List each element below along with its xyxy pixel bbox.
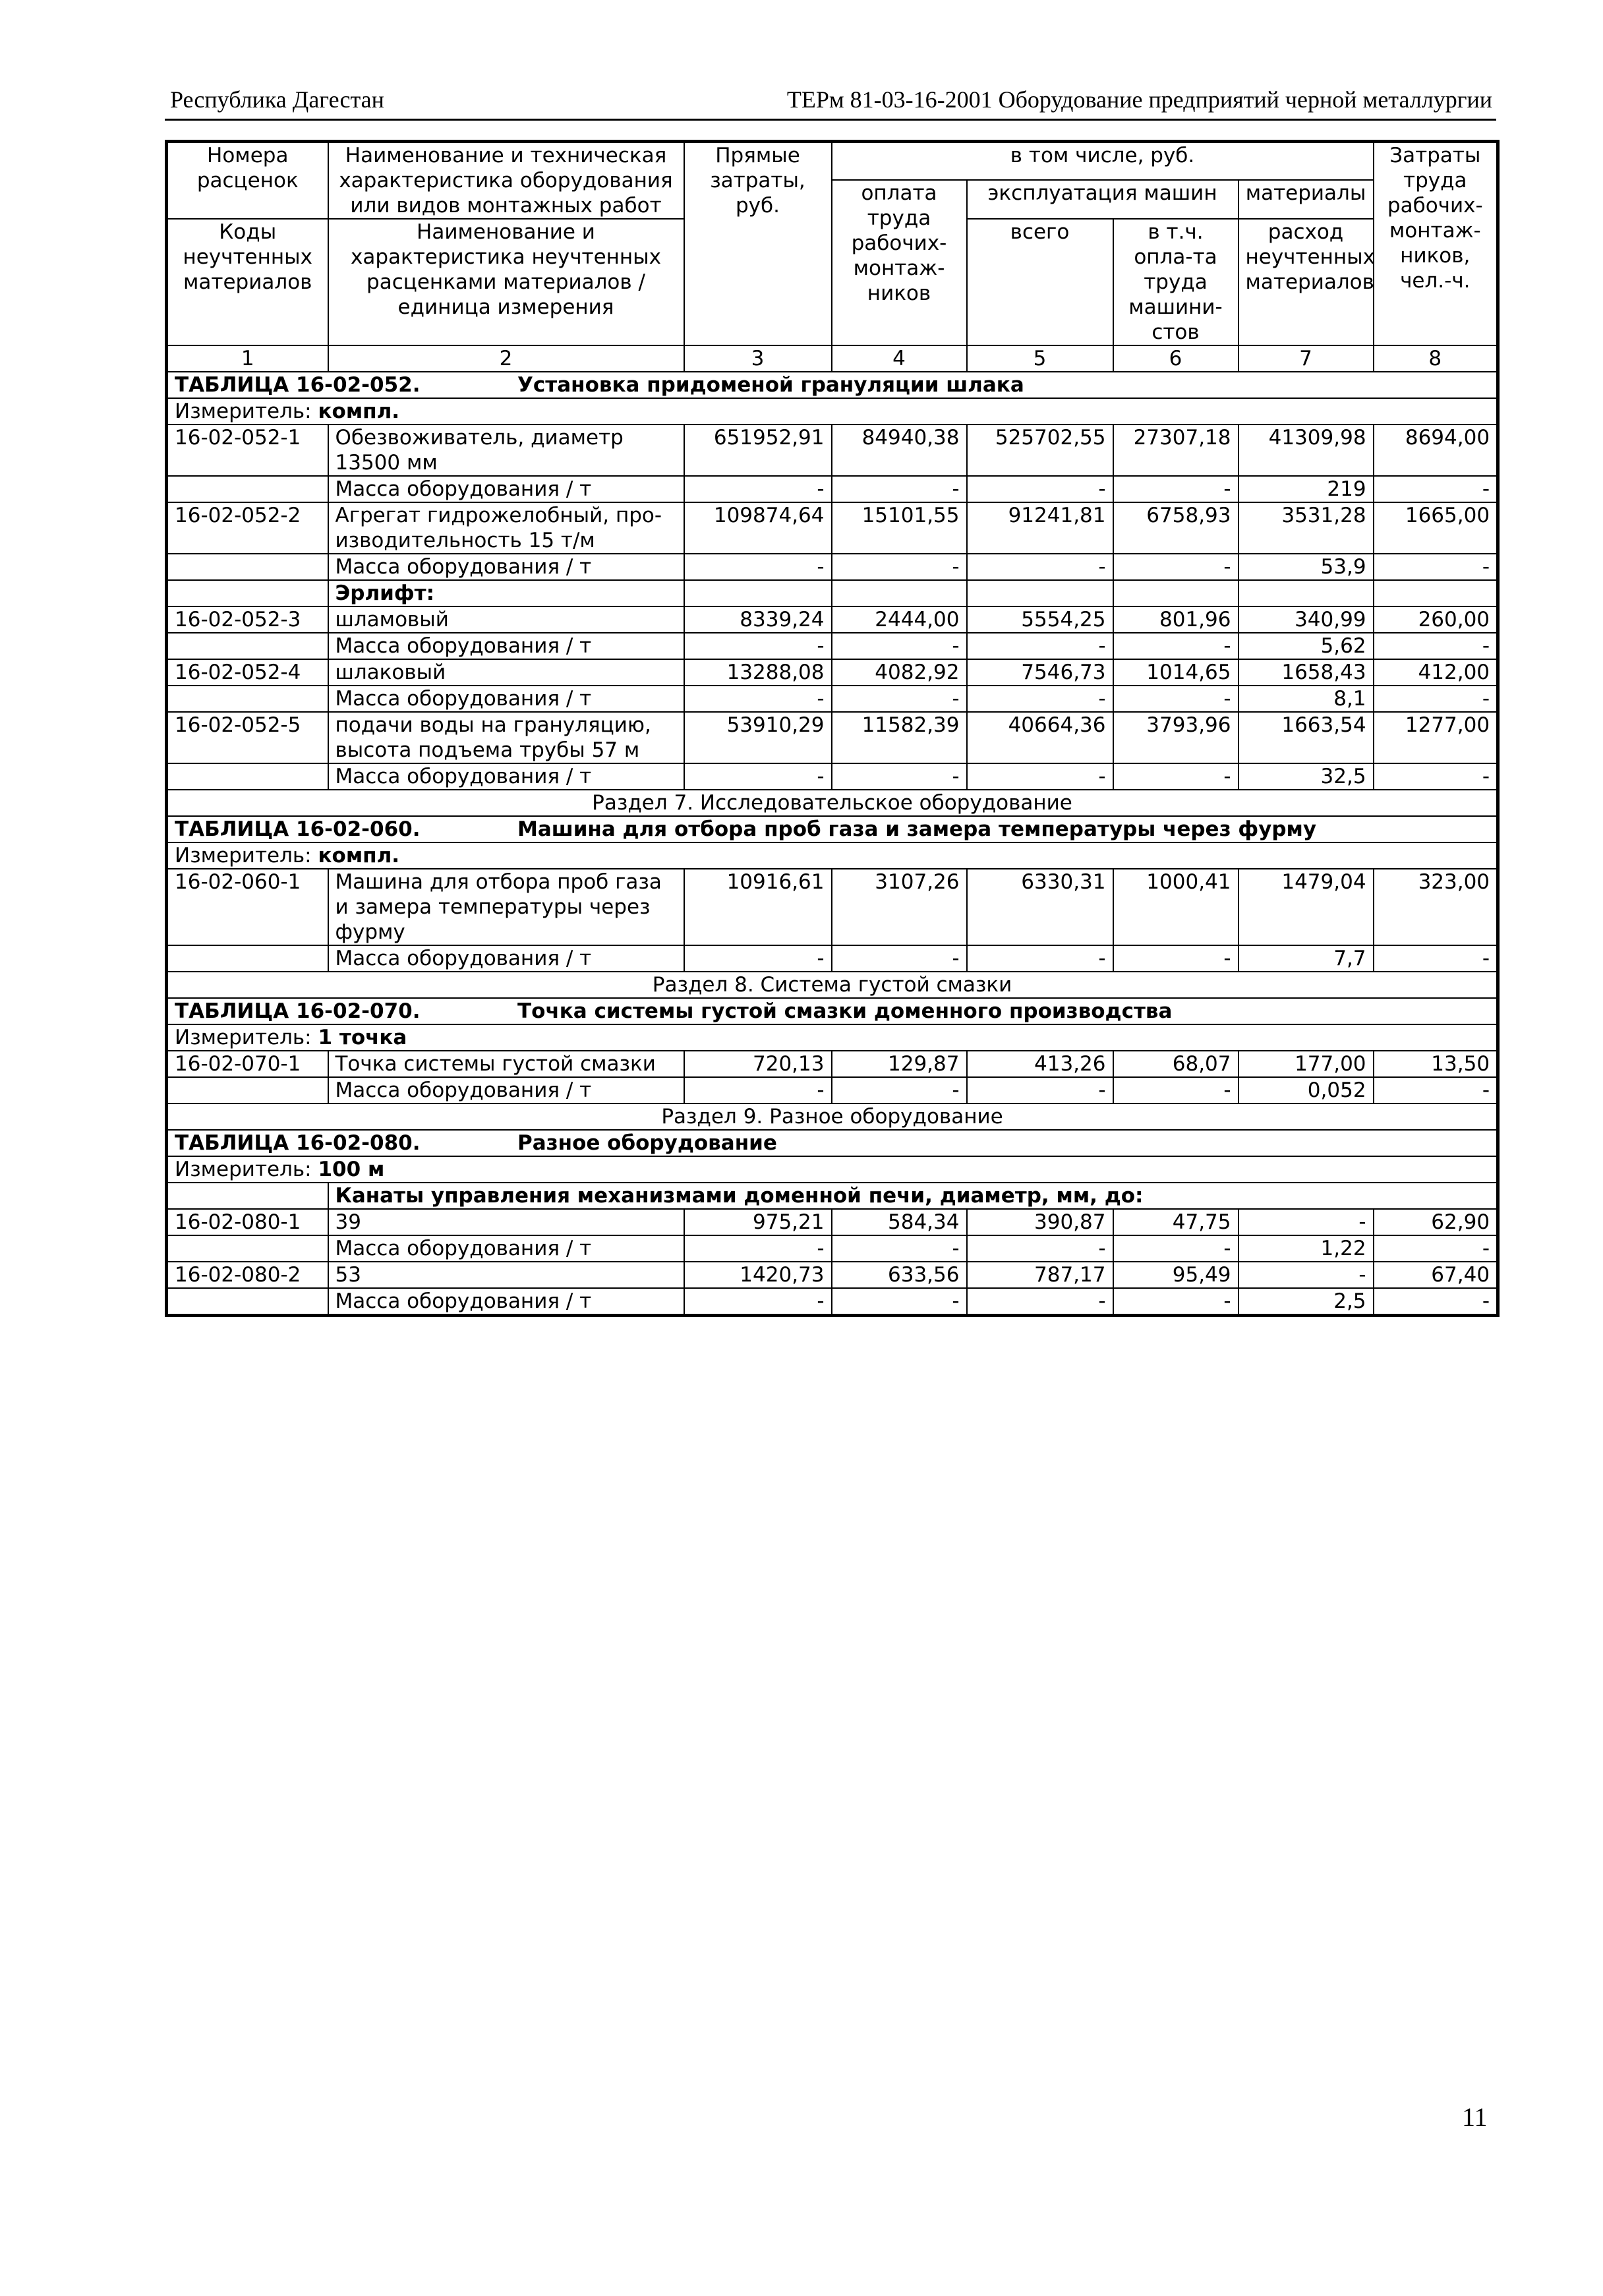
rate-code <box>167 945 328 972</box>
rate-code: 16-02-080-2 <box>167 1262 328 1288</box>
cell-c8: - <box>1374 1235 1498 1262</box>
cell-c7: 1,22 <box>1239 1235 1374 1262</box>
table-row <box>167 502 1498 554</box>
table-row <box>167 712 1498 763</box>
header-equipment-name: Наименование и техническая характеристика оборудования или видов монтажных работ <box>328 142 684 220</box>
table-row <box>167 1262 1498 1288</box>
cell-c4: - <box>832 633 967 659</box>
column-number: 3 <box>684 345 832 372</box>
cell-c4: - <box>832 1235 967 1262</box>
cell-c5: 91241,81 <box>967 502 1113 554</box>
cell-c6: 95,49 <box>1113 1262 1239 1288</box>
cell-c8: - <box>1374 1288 1498 1316</box>
meter-value: компл. <box>318 399 400 423</box>
item-name: Масса оборудования / т <box>328 686 684 712</box>
mass-row <box>167 633 1498 659</box>
column-number: 7 <box>1239 345 1374 372</box>
item-name: Машина для отбора проб газа и замера температуры через фурму <box>328 869 684 945</box>
cell-c4: - <box>832 686 967 712</box>
header-rate-numbers: Номера расценок <box>167 142 328 220</box>
cell-c5: - <box>967 1077 1113 1104</box>
table-row <box>167 425 1498 476</box>
cell-c8: 260,00 <box>1374 606 1498 633</box>
rate-code <box>167 1288 328 1316</box>
cell-c3: - <box>684 686 832 712</box>
cell-c6: 47,75 <box>1113 1209 1239 1235</box>
cell-c7: 340,99 <box>1239 606 1374 633</box>
header-material-consumption: расход неучтенных материалов <box>1239 219 1374 345</box>
cell-c8: - <box>1374 763 1498 790</box>
item-name: Масса оборудования / т <box>328 1288 684 1316</box>
cell-c4: 84940,38 <box>832 425 967 476</box>
header-materials: материалы <box>1239 180 1374 220</box>
cell-c4: - <box>832 554 967 580</box>
cell-c4: 11582,39 <box>832 712 967 763</box>
cell-c8: - <box>1374 554 1498 580</box>
cell-c7: 1663,54 <box>1239 712 1374 763</box>
item-name: Агрегат гидрожелобный, про-изводительность 15 т/м <box>328 502 684 554</box>
cell-c8: - <box>1374 476 1498 502</box>
rate-code: 16-02-052-2 <box>167 502 328 554</box>
section-title: Раздел 9. Разное оборудование <box>167 1104 1498 1130</box>
item-name: Точка системы густой смазки <box>328 1051 684 1077</box>
cell-c3: 651952,91 <box>684 425 832 476</box>
cell-c4: - <box>832 1288 967 1316</box>
table-row <box>167 869 1498 945</box>
cell-c5: - <box>967 763 1113 790</box>
item-name: шлаковый <box>328 659 684 686</box>
cell-c5: - <box>967 1288 1113 1316</box>
cell-c7: 3531,28 <box>1239 502 1374 554</box>
cell-c5: 390,87 <box>967 1209 1113 1235</box>
rates-table <box>165 140 1500 1317</box>
cell-c7: 32,5 <box>1239 763 1374 790</box>
cell-c7: 2,5 <box>1239 1288 1374 1316</box>
cell-c6: - <box>1113 945 1239 972</box>
column-number: 5 <box>967 345 1113 372</box>
cell-c6: 801,96 <box>1113 606 1239 633</box>
cell-c5: 525702,55 <box>967 425 1113 476</box>
table-title <box>167 1130 1498 1156</box>
rate-code: 16-02-070-1 <box>167 1051 328 1077</box>
cell-c4: 129,87 <box>832 1051 967 1077</box>
mass-row <box>167 476 1498 502</box>
column-number: 8 <box>1374 345 1498 372</box>
cell-c4: - <box>832 1077 967 1104</box>
cell-c4: 584,34 <box>832 1209 967 1235</box>
cell-c6: 68,07 <box>1113 1051 1239 1077</box>
cell-c5: 413,26 <box>967 1051 1113 1077</box>
cell-c7: 219 <box>1239 476 1374 502</box>
table-title <box>167 372 1498 398</box>
table-number: ТАБЛИЦА 16-02-070. <box>175 999 421 1023</box>
meter-value: 1 точка <box>318 1026 407 1049</box>
mass-row <box>167 945 1498 972</box>
cell-c8: 8694,00 <box>1374 425 1498 476</box>
header-direct-costs: Прямые затраты, руб. <box>684 142 832 346</box>
column-number: 4 <box>832 345 967 372</box>
cell-c7: 8,1 <box>1239 686 1374 712</box>
subgroup-heading: Канаты управления механизмами доменной печи, диаметр, мм, до: <box>328 1183 1498 1209</box>
cell-c8: 412,00 <box>1374 659 1498 686</box>
cell-c6: - <box>1113 633 1239 659</box>
rate-code <box>167 763 328 790</box>
item-name: шламовый <box>328 606 684 633</box>
cell-c8: - <box>1374 633 1498 659</box>
mass-row <box>167 763 1498 790</box>
cell-c7: 7,7 <box>1239 945 1374 972</box>
cell-c5: - <box>967 686 1113 712</box>
cell-c3: 109874,64 <box>684 502 832 554</box>
cell-c3: - <box>684 945 832 972</box>
cell-c3: 10916,61 <box>684 869 832 945</box>
cell-c8: - <box>1374 945 1498 972</box>
cell-c8: 323,00 <box>1374 869 1498 945</box>
header-material-codes: Коды неучтенных материалов <box>167 219 328 345</box>
meter-value: компл. <box>318 844 400 868</box>
header-worker-wages: оплата труда рабочих-монтаж-ников <box>832 180 967 346</box>
table-title <box>167 816 1498 842</box>
cell-c4: 15101,55 <box>832 502 967 554</box>
cell-c3: 8339,24 <box>684 606 832 633</box>
cell-c7: 177,00 <box>1239 1051 1374 1077</box>
cell-c4: - <box>832 476 967 502</box>
rate-code: 16-02-080-1 <box>167 1209 328 1235</box>
cell-c7: 5,62 <box>1239 633 1374 659</box>
section-title: Раздел 8. Система густой смазки <box>167 972 1498 998</box>
meter-label: Измеритель: <box>175 844 312 868</box>
rate-code <box>167 686 328 712</box>
cell-c4: - <box>832 945 967 972</box>
cell-c4: 3107,26 <box>832 869 967 945</box>
cell-c6: 1014,65 <box>1113 659 1239 686</box>
meter-label: Измеритель: <box>175 399 312 423</box>
cell-c4: 4082,92 <box>832 659 967 686</box>
cell-c6: - <box>1113 1077 1239 1104</box>
cell-c6: 3793,96 <box>1113 712 1239 763</box>
cell-c5: 5554,25 <box>967 606 1113 633</box>
cell-c6: - <box>1113 1235 1239 1262</box>
meter-label: Измеритель: <box>175 1158 312 1181</box>
rate-code: 16-02-052-3 <box>167 606 328 633</box>
header-machines-total: всего <box>967 219 1113 345</box>
rate-code <box>167 476 328 502</box>
rate-code: 16-02-052-1 <box>167 425 328 476</box>
item-name: Масса оборудования / т <box>328 945 684 972</box>
section-title: Раздел 7. Исследовательское оборудование <box>167 790 1498 816</box>
cell-c3: - <box>684 1235 832 1262</box>
item-name: Масса оборудования / т <box>328 763 684 790</box>
header-labor-hours: Затраты труда рабочих-монтаж-ников, чел.-ч. <box>1374 142 1498 346</box>
item-name: 53 <box>328 1262 684 1288</box>
item-name: 39 <box>328 1209 684 1235</box>
cell-c6: 27307,18 <box>1113 425 1239 476</box>
cell-c3: 720,13 <box>684 1051 832 1077</box>
cell-c6: - <box>1113 1288 1239 1316</box>
cell-c3: 975,21 <box>684 1209 832 1235</box>
rate-code <box>167 1235 328 1262</box>
item-name: Масса оборудования / т <box>328 1235 684 1262</box>
item-name: Масса оборудования / т <box>328 554 684 580</box>
header-including: в том числе, руб. <box>832 142 1374 180</box>
column-number: 1 <box>167 345 328 372</box>
cell-c5: - <box>967 633 1113 659</box>
rate-code: 16-02-052-4 <box>167 659 328 686</box>
cell-c6: 1000,41 <box>1113 869 1239 945</box>
cell-c7: 0,052 <box>1239 1077 1374 1104</box>
rate-code: 16-02-060-1 <box>167 869 328 945</box>
cell-c3: - <box>684 763 832 790</box>
cell-c7: 1658,43 <box>1239 659 1374 686</box>
table-number: ТАБЛИЦА 16-02-052. <box>175 373 421 397</box>
cell-c5: 787,17 <box>967 1262 1113 1288</box>
meter-label: Измеритель: <box>175 1026 312 1049</box>
cell-c6: - <box>1113 554 1239 580</box>
cell-c5: 7546,73 <box>967 659 1113 686</box>
cell-c3: - <box>684 1077 832 1104</box>
rate-code <box>167 633 328 659</box>
cell-c6: - <box>1113 686 1239 712</box>
cell-c5: - <box>967 945 1113 972</box>
meter-value: 100 м <box>318 1158 385 1181</box>
cell-c8: 67,40 <box>1374 1262 1498 1288</box>
cell-c4: 2444,00 <box>832 606 967 633</box>
subgroup-heading: Эрлифт: <box>328 580 684 606</box>
table-number: ТАБЛИЦА 16-02-060. <box>175 817 421 841</box>
cell-c8: 13,50 <box>1374 1051 1498 1077</box>
cell-c3: - <box>684 1288 832 1316</box>
item-name: подачи воды на грануляцию, высота подъема трубы 57 м <box>328 712 684 763</box>
unit-of-measure <box>167 842 1498 869</box>
header-material-names: Наименование и характеристика неучтенных расценками материалов / единица измерения <box>328 219 684 345</box>
item-name: Масса оборудования / т <box>328 476 684 502</box>
mass-row <box>167 1288 1498 1316</box>
mass-row <box>167 686 1498 712</box>
cell-c4: 633,56 <box>832 1262 967 1288</box>
item-name: Масса оборудования / т <box>328 633 684 659</box>
rate-code <box>167 1077 328 1104</box>
cell-c8: 1277,00 <box>1374 712 1498 763</box>
unit-of-measure <box>167 1024 1498 1051</box>
cell-c3: - <box>684 476 832 502</box>
mass-row <box>167 1077 1498 1104</box>
column-numbers-row <box>167 345 1498 372</box>
cell-c7: 41309,98 <box>1239 425 1374 476</box>
mass-row <box>167 1235 1498 1262</box>
cell-c5: - <box>967 1235 1113 1262</box>
rate-code <box>167 554 328 580</box>
table-row <box>167 1051 1498 1077</box>
cell-c4: - <box>832 763 967 790</box>
item-name: Обезвоживатель, диаметр 13500 мм <box>328 425 684 476</box>
rate-code: 16-02-052-5 <box>167 712 328 763</box>
cell-c3: 53910,29 <box>684 712 832 763</box>
cell-c7: 1479,04 <box>1239 869 1374 945</box>
header-machine-operation: эксплуатация машин <box>967 180 1239 220</box>
column-number: 6 <box>1113 345 1239 372</box>
unit-of-measure <box>167 1156 1498 1183</box>
cell-c5: 40664,36 <box>967 712 1113 763</box>
table-name: Машина для отбора проб газа и замера температуры через фурму <box>517 817 1317 841</box>
mass-row <box>167 554 1498 580</box>
running-head <box>165 79 1496 121</box>
unit-of-measure <box>167 398 1498 425</box>
cell-c6: - <box>1113 763 1239 790</box>
cell-c8: 62,90 <box>1374 1209 1498 1235</box>
table-title <box>167 998 1498 1024</box>
cell-c7: - <box>1239 1209 1374 1235</box>
cell-c7: 53,9 <box>1239 554 1374 580</box>
table-row <box>167 606 1498 633</box>
cell-c8: 1665,00 <box>1374 502 1498 554</box>
table-name: Точка системы густой смазки доменного производства <box>517 999 1173 1023</box>
table-row <box>167 659 1498 686</box>
item-name: Масса оборудования / т <box>328 1077 684 1104</box>
cell-c8: - <box>1374 686 1498 712</box>
region-name: Республика Дагестан <box>170 86 384 113</box>
table-name: Разное оборудование <box>517 1131 777 1155</box>
table-row <box>167 1209 1498 1235</box>
cell-c5: - <box>967 476 1113 502</box>
cell-c8: - <box>1374 1077 1498 1104</box>
header-machinist-wages: в т.ч. опла-та труда машини-стов <box>1113 219 1239 345</box>
column-number: 2 <box>328 345 684 372</box>
cell-c5: 6330,31 <box>967 869 1113 945</box>
page-number: 11 <box>1462 2102 1488 2132</box>
cell-c3: - <box>684 633 832 659</box>
cell-c3: 13288,08 <box>684 659 832 686</box>
document-title: ТЕРм 81-03-16-2001 Оборудование предприятий черной металлургии <box>786 86 1492 113</box>
cell-c6: - <box>1113 476 1239 502</box>
cell-c3: 1420,73 <box>684 1262 832 1288</box>
cell-c3: - <box>684 554 832 580</box>
cell-c6: 6758,93 <box>1113 502 1239 554</box>
table-number: ТАБЛИЦА 16-02-080. <box>175 1131 421 1155</box>
cell-c7: - <box>1239 1262 1374 1288</box>
cell-c5: - <box>967 554 1113 580</box>
table-name: Установка придоменой грануляции шлака <box>517 373 1024 397</box>
